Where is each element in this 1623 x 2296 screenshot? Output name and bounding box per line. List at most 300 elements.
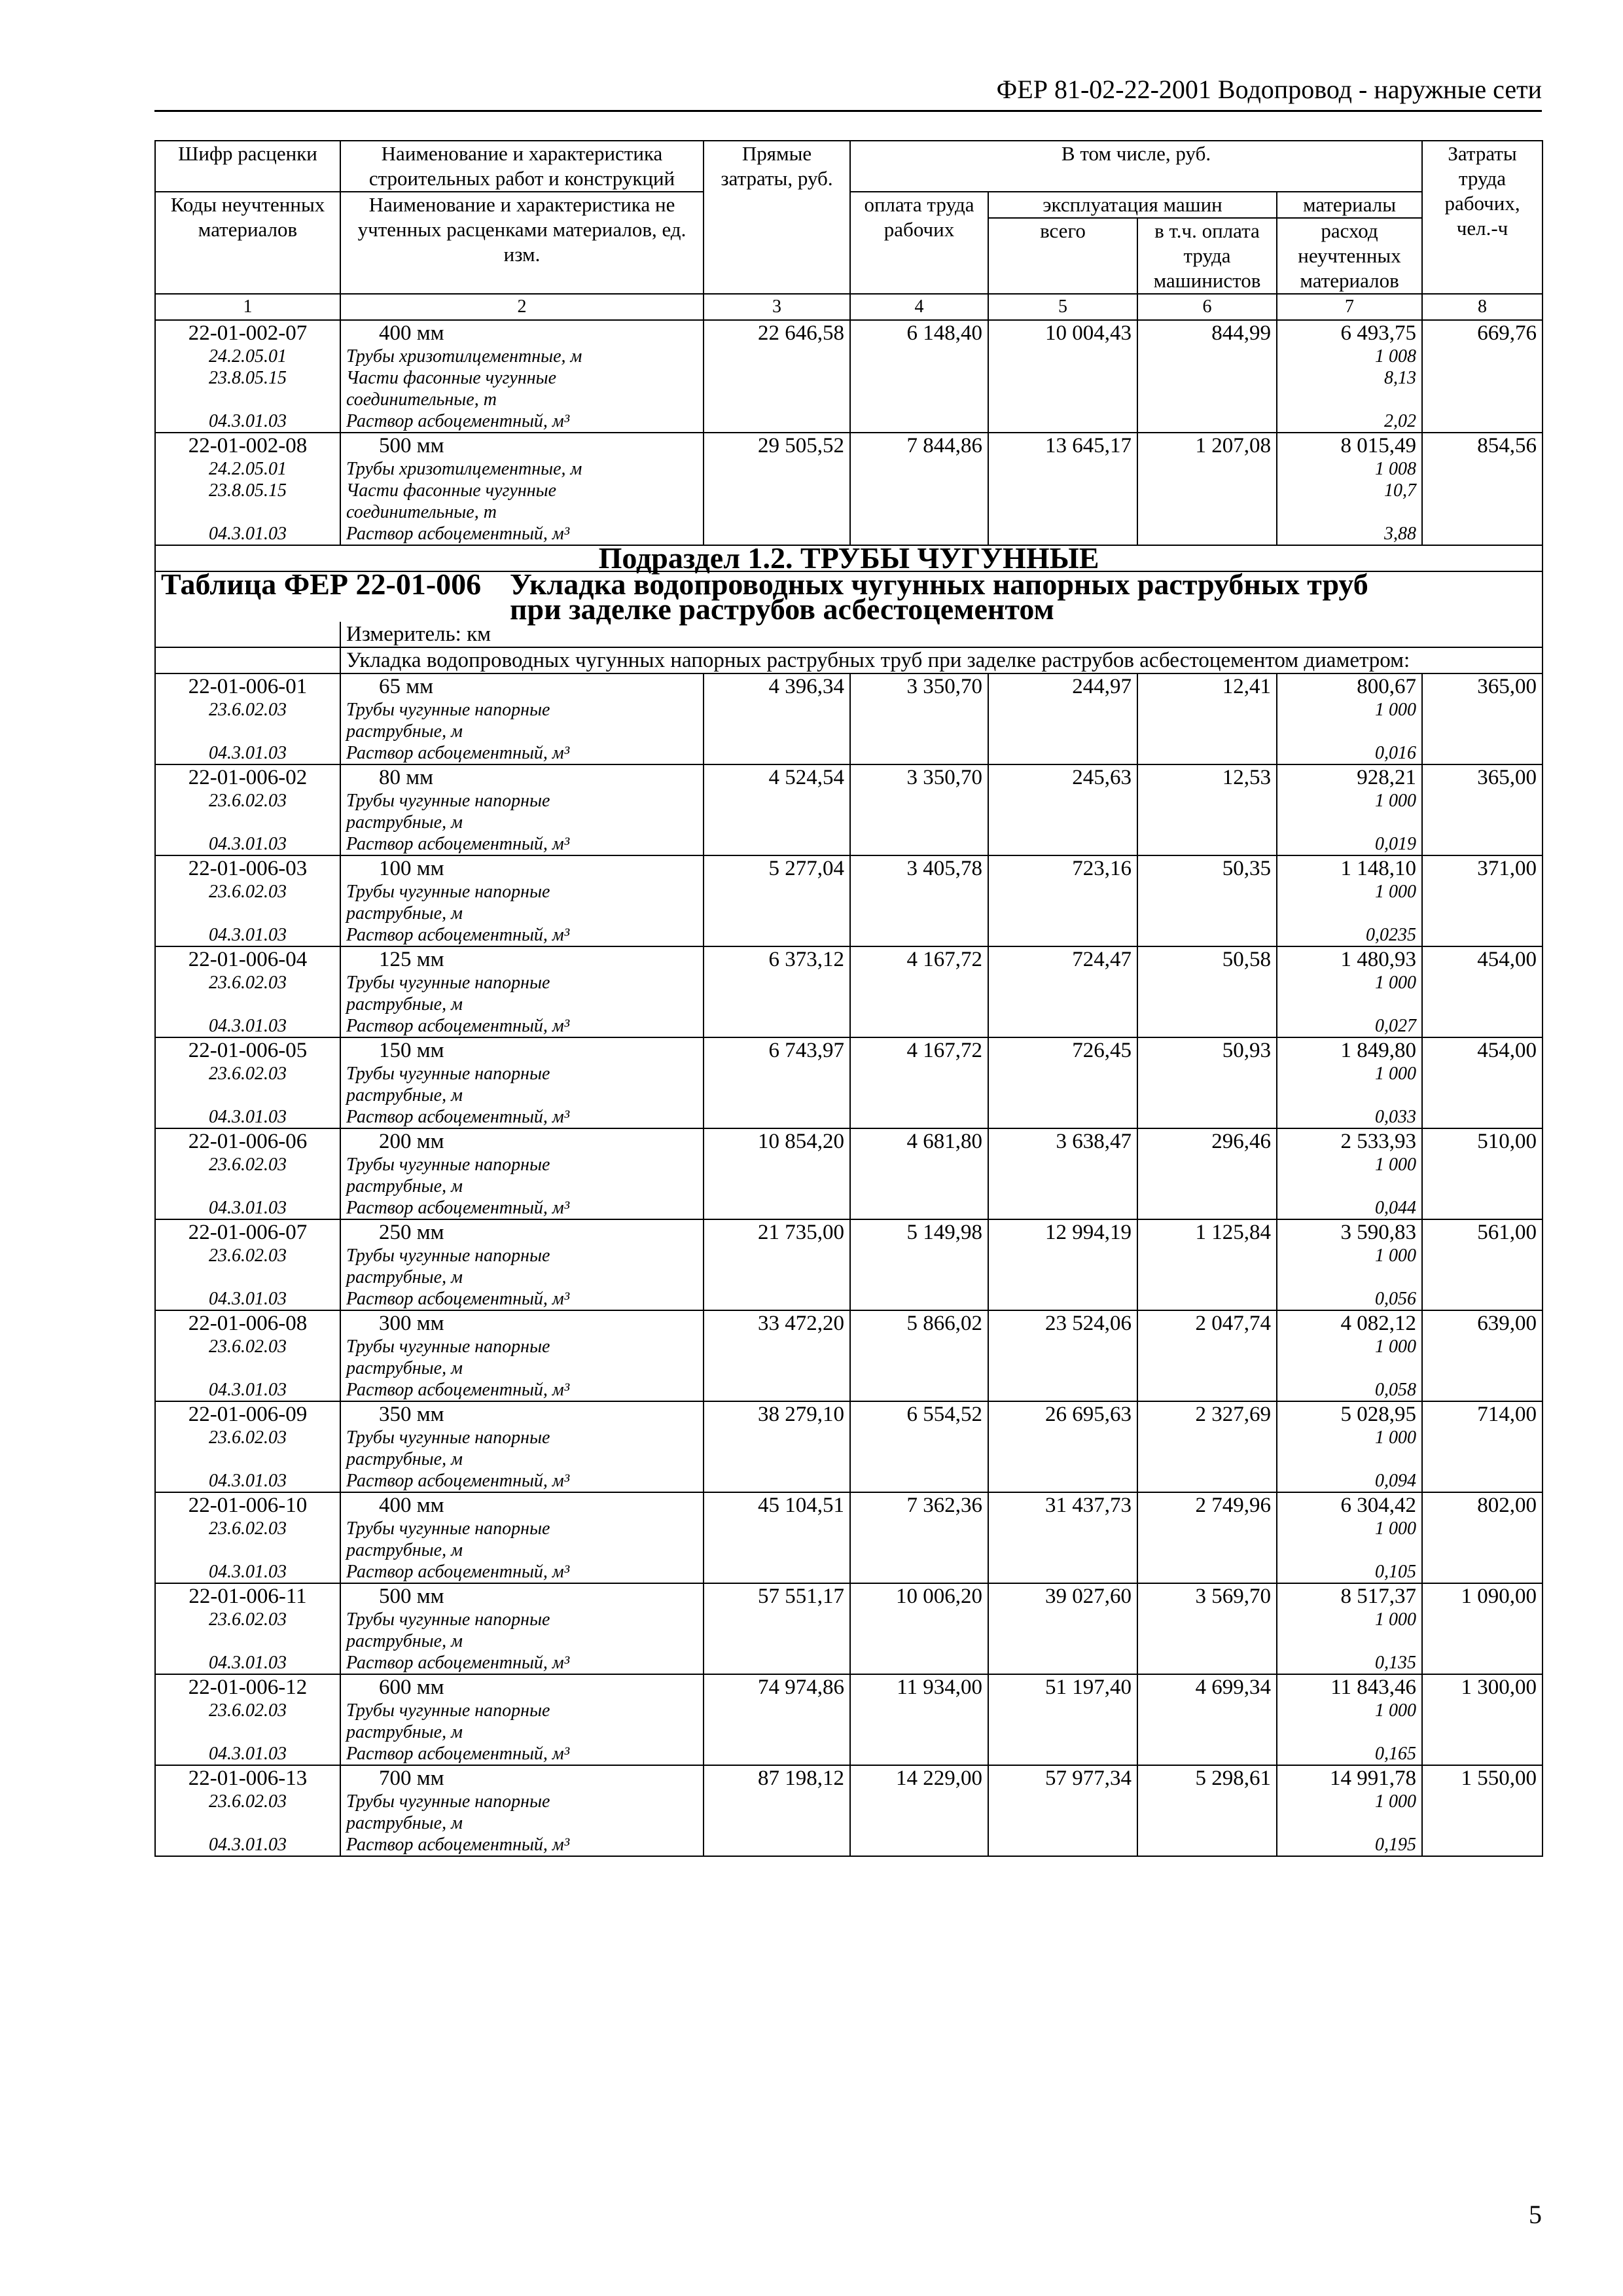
value-cell: 7 844,86 <box>850 433 988 545</box>
work-name: 500 мм <box>379 1585 444 1608</box>
materials-cost: 1 480,93 <box>1340 948 1417 971</box>
value-cell: 1 090,00 <box>1422 1583 1543 1674</box>
materials-cost: 8 517,37 <box>1340 1585 1417 1608</box>
material-amount: 0,027 <box>1375 1016 1417 1036</box>
value-cell: 726,45 <box>988 1037 1137 1128</box>
value-cell: 45 104,51 <box>704 1492 850 1583</box>
code-column <box>155 320 340 433</box>
code-column <box>155 1037 340 1128</box>
name-column <box>340 320 704 433</box>
value-cell: 1 550,00 <box>1422 1765 1543 1856</box>
material-name: раструбные, м <box>346 1813 463 1833</box>
page-header: ФЕР 81-02-22-2001 Водопровод - наружные сети <box>154 69 1542 112</box>
value-cell: 244,97 <box>988 673 1137 764</box>
material-code: 04.3.01.03 <box>209 1562 287 1582</box>
col-num: 2 <box>340 294 704 320</box>
value-cell: 50,93 <box>1137 1037 1277 1128</box>
rate-code: 22-01-006-05 <box>188 1039 308 1062</box>
value-cell: 4 699,34 <box>1137 1674 1277 1765</box>
value-cell: 371,00 <box>1422 855 1543 946</box>
table-row <box>155 946 1543 1037</box>
value-cell: 2 749,96 <box>1137 1492 1277 1583</box>
value-cell: 38 279,10 <box>704 1401 850 1492</box>
col-name2-header: Наименование и характеристика не учтенных расценками материалов, ед. изм. <box>340 192 704 294</box>
material-amount: 1 000 <box>1375 882 1417 902</box>
name-column <box>340 1583 704 1674</box>
name-column <box>340 1037 704 1128</box>
material-amount: 1 000 <box>1375 973 1417 993</box>
material-code: 04.3.01.03 <box>209 524 287 544</box>
material-name: раструбные, м <box>346 812 463 833</box>
material-name: раструбные, м <box>346 1358 463 1378</box>
material-name: соединительные, т <box>346 502 497 522</box>
materials-cost: 928,21 <box>1357 766 1417 789</box>
materials-column <box>1277 320 1422 433</box>
col-name-header: Наименование и характеристика строительных работ и конструкций <box>340 141 704 192</box>
material-amount: 1 000 <box>1375 1427 1417 1448</box>
materials-cost: 3 590,83 <box>1340 1221 1417 1244</box>
work-name: 80 мм <box>379 766 434 789</box>
material-name: Трубы чугунные напорные <box>346 1609 550 1630</box>
code-column <box>155 1765 340 1856</box>
table-row <box>155 1401 1543 1492</box>
material-amount: 1 000 <box>1375 1064 1417 1084</box>
material-code: 23.6.02.03 <box>209 1246 287 1266</box>
material-code: 24.2.05.01 <box>209 346 287 367</box>
rate-code: 22-01-006-04 <box>188 948 308 971</box>
value-cell: 11 934,00 <box>850 1674 988 1765</box>
name-column <box>340 764 704 855</box>
col-matuse-header: расход неучтенных материалов <box>1277 218 1422 294</box>
material-name: Трубы чугунные напорные <box>346 1427 550 1448</box>
value-cell: 22 646,58 <box>704 320 850 433</box>
code-column <box>155 1492 340 1583</box>
work-name: 350 мм <box>379 1403 444 1426</box>
material-name: раструбные, м <box>346 1631 463 1651</box>
material-name: Трубы чугунные напорные <box>346 882 550 902</box>
material-amount: 3,88 <box>1384 524 1417 544</box>
material-amount: 1 008 <box>1375 346 1417 367</box>
value-cell: 4 396,34 <box>704 673 850 764</box>
code-column <box>155 1583 340 1674</box>
material-code: 23.6.02.03 <box>209 1609 287 1630</box>
materials-column <box>1277 1492 1422 1583</box>
value-cell: 854,56 <box>1422 433 1543 545</box>
materials-cost: 6 304,42 <box>1340 1494 1417 1517</box>
col-num: 3 <box>704 294 850 320</box>
name-column <box>340 1765 704 1856</box>
material-amount: 1 000 <box>1375 1518 1417 1539</box>
material-code: 23.6.02.03 <box>209 1427 287 1448</box>
materials-column <box>1277 946 1422 1037</box>
material-name: Части фасонные чугунные <box>346 480 557 501</box>
material-name: Трубы чугунные напорные <box>346 1246 550 1266</box>
table-row <box>155 855 1543 946</box>
col-incl-header: В том числе, руб. <box>850 141 1422 192</box>
material-name: Раствор асбоцементный, м³ <box>346 1016 570 1036</box>
rate-code: 22-01-006-03 <box>188 857 308 880</box>
work-name: 65 мм <box>379 675 434 698</box>
materials-cost: 4 082,12 <box>1340 1312 1417 1335</box>
material-code: 23.8.05.15 <box>209 480 287 501</box>
col-num: 7 <box>1277 294 1422 320</box>
name-column <box>340 1310 704 1401</box>
value-cell: 50,58 <box>1137 946 1277 1037</box>
material-amount: 1 000 <box>1375 1700 1417 1721</box>
code-column <box>155 433 340 545</box>
material-name: Трубы чугунные напорные <box>346 791 550 811</box>
table-row <box>155 1310 1543 1401</box>
material-amount: 0,019 <box>1375 834 1417 854</box>
work-name: 400 мм <box>379 1494 444 1517</box>
material-amount: 0,195 <box>1375 1835 1417 1855</box>
value-cell: 57 977,34 <box>988 1765 1137 1856</box>
table-row <box>155 1583 1543 1674</box>
work-name: 400 мм <box>379 321 444 345</box>
value-cell: 5 277,04 <box>704 855 850 946</box>
materials-column <box>1277 1583 1422 1674</box>
material-amount: 1 000 <box>1375 1791 1417 1812</box>
material-name: Раствор асбоцементный, м³ <box>346 1744 570 1764</box>
col-labor-header: Затраты труда рабочих, чел.-ч <box>1422 141 1543 294</box>
name-column <box>340 855 704 946</box>
material-name: Раствор асбоцементный, м³ <box>346 1835 570 1855</box>
value-cell: 2 327,69 <box>1137 1401 1277 1492</box>
material-code: 23.6.02.03 <box>209 1700 287 1721</box>
value-cell: 50,35 <box>1137 855 1277 946</box>
value-cell: 6 554,52 <box>850 1401 988 1492</box>
rate-code: 22-01-006-10 <box>188 1494 308 1517</box>
material-amount: 10,7 <box>1384 480 1417 501</box>
material-name: соединительные, т <box>346 389 497 410</box>
value-cell: 1 300,00 <box>1422 1674 1543 1765</box>
material-name: раструбные, м <box>346 1449 463 1469</box>
name-column <box>340 1674 704 1765</box>
rate-code: 22-01-006-09 <box>188 1403 308 1426</box>
code-column <box>155 855 340 946</box>
material-code: 04.3.01.03 <box>209 925 287 945</box>
name-column <box>340 1128 704 1219</box>
value-cell: 724,47 <box>988 946 1137 1037</box>
col-materials-header: материалы <box>1277 192 1422 218</box>
material-code: 04.3.01.03 <box>209 1471 287 1491</box>
material-amount: 0,135 <box>1375 1653 1417 1673</box>
col-pay-header: оплата труда рабочих <box>850 192 988 294</box>
material-amount: 1 000 <box>1375 1609 1417 1630</box>
material-code: 04.3.01.03 <box>209 1198 287 1218</box>
materials-column <box>1277 1674 1422 1765</box>
material-name: раструбные, м <box>346 1267 463 1287</box>
material-name: Раствор асбоцементный, м³ <box>346 1653 570 1673</box>
value-cell: 33 472,20 <box>704 1310 850 1401</box>
material-amount: 1 000 <box>1375 700 1417 720</box>
subsection-title: Подраздел 1.2. ТРУБЫ ЧУГУННЫЕ <box>155 545 1543 571</box>
measure-unit: Измеритель: км <box>340 622 1543 647</box>
value-cell: 10 006,20 <box>850 1583 988 1674</box>
material-code: 04.3.01.03 <box>209 743 287 763</box>
material-code: 04.3.01.03 <box>209 1835 287 1855</box>
col-num: 4 <box>850 294 988 320</box>
value-cell: 10 004,43 <box>988 320 1137 433</box>
code-column <box>155 946 340 1037</box>
value-cell: 1 125,84 <box>1137 1219 1277 1310</box>
material-amount: 1 000 <box>1375 1336 1417 1357</box>
material-code: 04.3.01.03 <box>209 1380 287 1400</box>
value-cell: 802,00 <box>1422 1492 1543 1583</box>
material-code: 23.6.02.03 <box>209 1155 287 1175</box>
material-code: 04.3.01.03 <box>209 1653 287 1673</box>
material-name: Трубы хризотилцементные, м <box>346 346 582 367</box>
rate-code: 22-01-006-01 <box>188 675 308 698</box>
name-column <box>340 433 704 545</box>
value-cell: 57 551,17 <box>704 1583 850 1674</box>
table-row <box>155 764 1543 855</box>
material-amount: 0,056 <box>1375 1289 1417 1309</box>
material-name: Раствор асбоцементный, м³ <box>346 743 570 763</box>
value-cell: 13 645,17 <box>988 433 1137 545</box>
material-code: 23.6.02.03 <box>209 1518 287 1539</box>
material-name: Раствор асбоцементный, м³ <box>346 1107 570 1127</box>
value-cell: 2 047,74 <box>1137 1310 1277 1401</box>
col-num: 6 <box>1137 294 1277 320</box>
material-name: Раствор асбоцементный, м³ <box>346 925 570 945</box>
material-name: Раствор асбоцементный, м³ <box>346 1198 570 1218</box>
code-column <box>155 764 340 855</box>
material-code: 23.6.02.03 <box>209 700 287 720</box>
work-name: 125 мм <box>379 948 444 971</box>
materials-cost: 800,67 <box>1357 675 1417 698</box>
material-amount: 0,058 <box>1375 1380 1417 1400</box>
value-cell: 3 638,47 <box>988 1128 1137 1219</box>
col-num: 1 <box>155 294 340 320</box>
value-cell: 454,00 <box>1422 1037 1543 1128</box>
material-amount: 0,0235 <box>1366 925 1417 945</box>
material-name: Раствор асбоцементный, м³ <box>346 1471 570 1491</box>
value-cell: 3 350,70 <box>850 673 988 764</box>
material-code: 23.6.02.03 <box>209 1336 287 1357</box>
table-row <box>155 1765 1543 1856</box>
material-amount: 1 000 <box>1375 1246 1417 1266</box>
materials-column <box>1277 1219 1422 1310</box>
work-name: 200 мм <box>379 1130 444 1153</box>
value-cell: 510,00 <box>1422 1128 1543 1219</box>
value-cell: 23 524,06 <box>988 1310 1137 1401</box>
work-name: 700 мм <box>379 1767 444 1790</box>
value-cell: 12 994,19 <box>988 1219 1137 1310</box>
materials-cost: 2 533,93 <box>1340 1130 1417 1153</box>
material-name: Трубы чугунные напорные <box>346 1791 550 1812</box>
material-amount: 8,13 <box>1384 368 1417 388</box>
name-column <box>340 1219 704 1310</box>
col-code-header: Шифр расценки <box>155 141 340 192</box>
value-cell: 74 974,86 <box>704 1674 850 1765</box>
rate-code: 22-01-002-08 <box>188 434 308 457</box>
material-name: раструбные, м <box>346 1540 463 1560</box>
col-mlabor-header: в т.ч. оплата труда машинистов <box>1137 218 1277 294</box>
materials-cost: 11 843,46 <box>1330 1676 1417 1699</box>
value-cell: 365,00 <box>1422 673 1543 764</box>
table-row <box>155 1128 1543 1219</box>
value-cell: 14 229,00 <box>850 1765 988 1856</box>
material-name: раструбные, м <box>346 721 463 742</box>
material-code: 04.3.01.03 <box>209 1744 287 1764</box>
table-row <box>155 1219 1543 1310</box>
table-row <box>155 320 1543 433</box>
materials-column <box>1277 764 1422 855</box>
col-direct-header: Прямые затраты, руб. <box>704 141 850 294</box>
value-cell: 844,99 <box>1137 320 1277 433</box>
materials-cost: 1 148,10 <box>1340 857 1417 880</box>
table-row <box>155 1674 1543 1765</box>
material-amount: 0,033 <box>1375 1107 1417 1127</box>
work-name: 600 мм <box>379 1676 444 1699</box>
value-cell: 639,00 <box>1422 1310 1543 1401</box>
material-code: 24.2.05.01 <box>209 459 287 479</box>
value-cell: 714,00 <box>1422 1401 1543 1492</box>
value-cell: 21 735,00 <box>704 1219 850 1310</box>
table-row <box>155 673 1543 764</box>
value-cell: 6 743,97 <box>704 1037 850 1128</box>
name-column <box>340 1492 704 1583</box>
value-cell: 3 569,70 <box>1137 1583 1277 1674</box>
value-cell: 5 866,02 <box>850 1310 988 1401</box>
material-name: Трубы чугунные напорные <box>346 1064 550 1084</box>
materials-column <box>1277 1765 1422 1856</box>
material-code: 23.6.02.03 <box>209 973 287 993</box>
value-cell: 4 167,72 <box>850 1037 988 1128</box>
material-name: раструбные, м <box>346 903 463 924</box>
code-column <box>155 1674 340 1765</box>
name-column <box>340 1401 704 1492</box>
material-code: 23.6.02.03 <box>209 1064 287 1084</box>
material-name: Трубы чугунные напорные <box>346 1336 550 1357</box>
materials-column <box>1277 1401 1422 1492</box>
rate-code: 22-01-006-13 <box>188 1767 308 1790</box>
value-cell: 6 373,12 <box>704 946 850 1037</box>
table-label: Таблица ФЕР 22-01-006 <box>155 571 704 622</box>
material-name: Трубы хризотилцементные, м <box>346 459 582 479</box>
table-title-line1: Укладка водопроводных чугунных напорных раструбных труб <box>510 567 1368 601</box>
col-machines-header: эксплуатация машин <box>988 192 1277 218</box>
material-code: 04.3.01.03 <box>209 411 287 431</box>
table-row <box>155 1492 1543 1583</box>
price-table <box>154 140 1543 1857</box>
value-cell: 10 854,20 <box>704 1128 850 1219</box>
col-num: 8 <box>1422 294 1543 320</box>
name-column <box>340 673 704 764</box>
value-cell: 296,46 <box>1137 1128 1277 1219</box>
material-name: раструбные, м <box>346 1722 463 1742</box>
rate-code: 22-01-006-06 <box>188 1130 308 1153</box>
value-cell: 454,00 <box>1422 946 1543 1037</box>
value-cell: 3 405,78 <box>850 855 988 946</box>
material-name: Раствор асбоцементный, м³ <box>346 834 570 854</box>
material-name: раструбные, м <box>346 994 463 1014</box>
work-name: 150 мм <box>379 1039 444 1062</box>
value-cell: 4 681,80 <box>850 1128 988 1219</box>
col-num: 5 <box>988 294 1137 320</box>
code-column <box>155 1401 340 1492</box>
value-cell: 7 362,36 <box>850 1492 988 1583</box>
value-cell: 3 350,70 <box>850 764 988 855</box>
rate-code: 22-01-006-02 <box>188 766 308 789</box>
material-amount: 1 000 <box>1375 1155 1417 1175</box>
material-code: 04.3.01.03 <box>209 1016 287 1036</box>
material-name: Части фасонные чугунные <box>346 368 557 388</box>
value-cell: 4 167,72 <box>850 946 988 1037</box>
material-name: Трубы чугунные напорные <box>346 1518 550 1539</box>
value-cell: 723,16 <box>988 855 1137 946</box>
material-amount: 0,094 <box>1375 1471 1417 1491</box>
materials-cost: 1 849,80 <box>1340 1039 1417 1062</box>
value-cell: 87 198,12 <box>704 1765 850 1856</box>
value-cell: 6 148,40 <box>850 320 988 433</box>
value-cell: 245,63 <box>988 764 1137 855</box>
name-column <box>340 946 704 1037</box>
value-cell: 26 695,63 <box>988 1401 1137 1492</box>
material-name: Раствор асбоцементный, м³ <box>346 411 570 431</box>
page-number: 5 <box>1529 2200 1542 2229</box>
materials-column <box>1277 1128 1422 1219</box>
materials-cost: 8 015,49 <box>1340 434 1417 457</box>
table-row <box>155 433 1543 545</box>
col-matcode-header: Коды неучтенных материалов <box>155 192 340 294</box>
table-row <box>155 1037 1543 1128</box>
value-cell: 12,53 <box>1137 764 1277 855</box>
material-name: Раствор асбоцементный, м³ <box>346 1289 570 1309</box>
material-name: раструбные, м <box>346 1176 463 1196</box>
material-amount: 0,044 <box>1375 1198 1417 1218</box>
value-cell: 12,41 <box>1137 673 1277 764</box>
value-cell: 561,00 <box>1422 1219 1543 1310</box>
value-cell: 51 197,40 <box>988 1674 1137 1765</box>
material-name: Раствор асбоцементный, м³ <box>346 1380 570 1400</box>
material-name: Трубы чугунные напорные <box>346 973 550 993</box>
rate-code: 22-01-006-11 <box>188 1585 307 1608</box>
table-title-line2: при заделке раструбов асбестоцементом <box>510 592 1054 626</box>
material-code: 23.6.02.03 <box>209 791 287 811</box>
work-name: 500 мм <box>379 434 444 457</box>
code-column <box>155 1128 340 1219</box>
material-name: Раствор асбоцементный, м³ <box>346 524 570 544</box>
work-name: 100 мм <box>379 857 444 880</box>
material-amount: 1 000 <box>1375 791 1417 811</box>
rate-code: 22-01-006-08 <box>188 1312 308 1335</box>
rate-code: 22-01-006-07 <box>188 1221 308 1244</box>
material-name: Раствор асбоцементный, м³ <box>346 1562 570 1582</box>
table-title <box>510 567 1543 626</box>
material-amount: 1 008 <box>1375 459 1417 479</box>
value-cell: 1 207,08 <box>1137 433 1277 545</box>
value-cell: 669,76 <box>1422 320 1543 433</box>
material-code: 04.3.01.03 <box>209 834 287 854</box>
material-code: 23.6.02.03 <box>209 1791 287 1812</box>
materials-column <box>1277 433 1422 545</box>
material-code: 04.3.01.03 <box>209 1289 287 1309</box>
value-cell: 31 437,73 <box>988 1492 1137 1583</box>
code-column <box>155 673 340 764</box>
materials-column <box>1277 673 1422 764</box>
materials-cost: 5 028,95 <box>1340 1403 1417 1426</box>
materials-column <box>1277 855 1422 946</box>
table-description: Укладка водопроводных чугунных напорных раструбных труб при заделке раструбов асбестоцементом диаметром: <box>340 647 1543 673</box>
work-name: 300 мм <box>379 1312 444 1335</box>
code-column <box>155 1219 340 1310</box>
material-amount: 0,165 <box>1375 1744 1417 1764</box>
work-name: 250 мм <box>379 1221 444 1244</box>
materials-column <box>1277 1310 1422 1401</box>
col-mtotal-header: всего <box>988 218 1137 294</box>
